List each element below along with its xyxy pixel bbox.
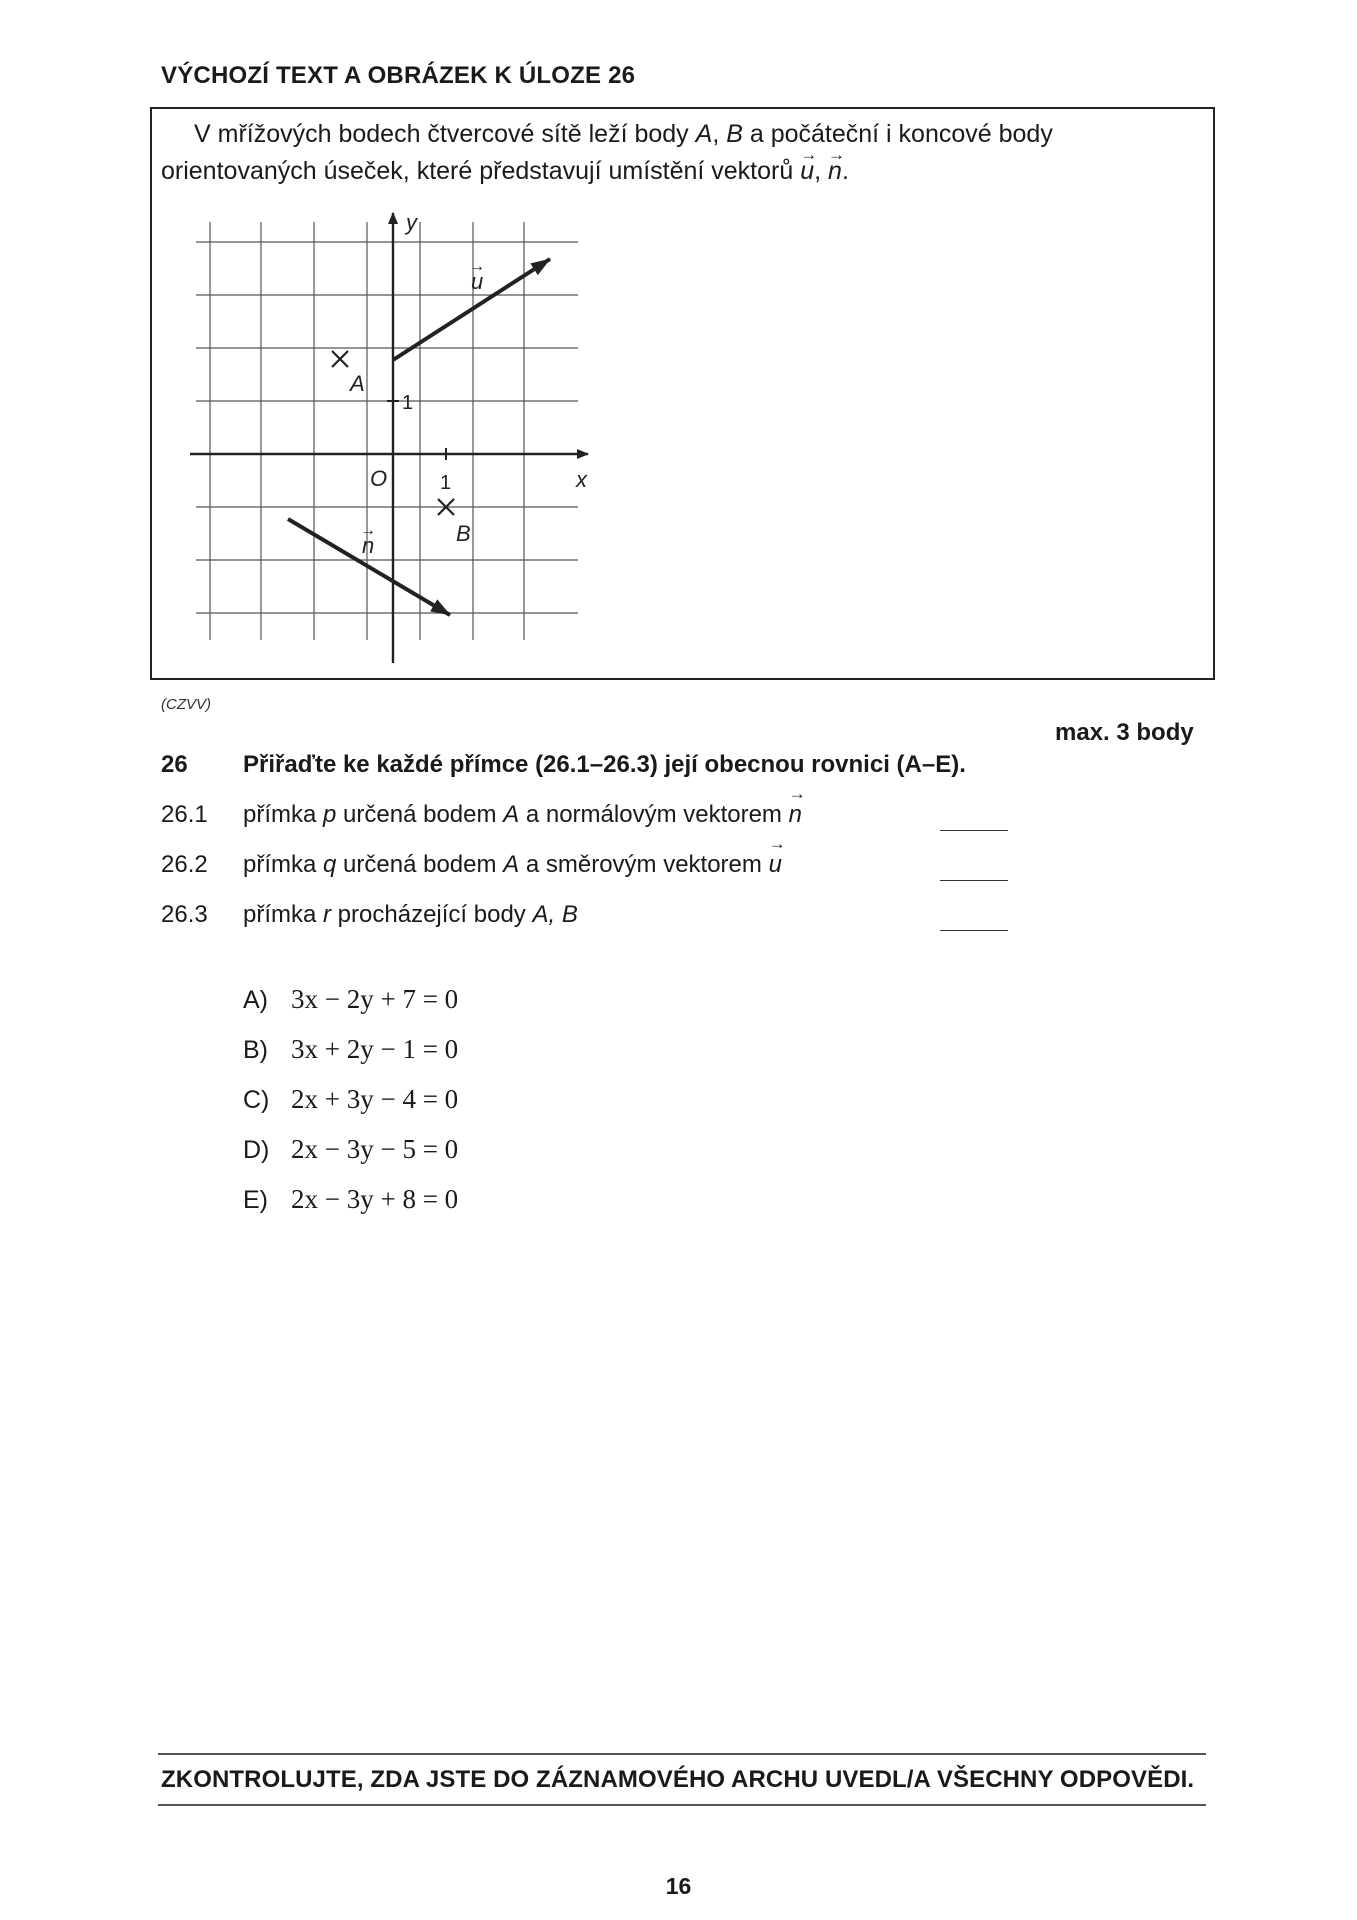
task-text: Přiřaďte ke každé přímce (26.1–26.3) její obecnou rovnici (A–E).: [243, 751, 966, 778]
item-mid: určená bodem: [336, 851, 504, 878]
item-mid: určená bodem: [336, 801, 504, 828]
coordinate-grid-figure: [180, 205, 600, 665]
intro-sep: ,: [814, 157, 829, 185]
intro-line1-a: V mřížových bodech čtvercové sítě leží body: [194, 120, 696, 148]
option: [243, 1184, 458, 1215]
vector-n-label: n: [362, 533, 375, 558]
item-mid: procházející body: [331, 901, 533, 928]
max-points: max. 3 body: [1055, 719, 1194, 746]
item-text: [243, 901, 578, 929]
item-pre: přímka: [243, 801, 324, 828]
item-pre: přímka: [243, 901, 324, 928]
item-post: a směrovým vektorem: [519, 851, 769, 878]
option-letter: B): [243, 1036, 268, 1064]
item-number: 26.2: [161, 851, 208, 878]
item-line-var: q: [323, 851, 337, 878]
option: [243, 1084, 458, 1115]
answer-blank[interactable]: [940, 930, 1008, 931]
footer-rule-bottom: [158, 1804, 1206, 1806]
item-pre: přímka: [243, 851, 324, 878]
vector-u-ref: → u: [800, 153, 814, 190]
option: [243, 984, 458, 1015]
item-point: A: [503, 851, 520, 878]
intro-text: [161, 116, 1201, 190]
page-number: 16: [665, 1873, 692, 1899]
item-line-var: p: [323, 801, 337, 828]
option-equation: 3x − 2y + 7 = 0: [291, 984, 459, 1014]
item-text: [243, 851, 782, 879]
item-line-var: r: [323, 901, 332, 928]
vector-n-arrow-glyph: →: [360, 522, 376, 539]
tick-x-label: 1: [440, 472, 452, 494]
point-b-label: B: [456, 521, 471, 546]
point-a-marker: [332, 351, 348, 367]
option-letter: A): [243, 986, 268, 1014]
intro-line1-b: a počáteční i koncové body: [742, 120, 1053, 148]
item-point: A: [503, 801, 520, 828]
answer-blank[interactable]: [940, 830, 1008, 831]
answer-blank[interactable]: [940, 880, 1008, 881]
footer-reminder: ZKONTROLUJTE, ZDA JSTE DO ZÁZNAMOVÉHO ARCHU UVEDL/A VŠECHNY ODPOVĚDI.: [161, 1766, 1195, 1793]
y-axis-label: y: [406, 210, 417, 235]
origin-label: O: [370, 466, 388, 491]
item-vector: → u: [769, 851, 782, 879]
point-b-ref: B: [726, 120, 743, 148]
vector-u-label: u: [471, 269, 484, 294]
option-equation: 2x − 3y − 5 = 0: [291, 1134, 459, 1164]
vector-u-arrow-glyph: →: [469, 258, 485, 275]
option-letter: C): [243, 1086, 270, 1114]
item-point: A, B: [532, 901, 578, 928]
option-equation: 2x − 3y + 8 = 0: [291, 1184, 459, 1214]
option: [243, 1034, 458, 1065]
intro-end: .: [841, 157, 849, 185]
option-equation: 2x + 3y − 4 = 0: [291, 1084, 459, 1114]
item-post: a normálovým vektorem: [519, 801, 789, 828]
item-vector: → n: [789, 801, 802, 829]
point-a-label: A: [350, 371, 365, 396]
item-number: 26.1: [161, 801, 208, 828]
option-letter: E): [243, 1186, 268, 1214]
vector-n-ref: → n: [828, 153, 842, 190]
option: [243, 1134, 458, 1165]
tick-y-label: 1: [402, 392, 414, 414]
source-credit: (CZVV): [161, 696, 211, 713]
footer-rule-top: [158, 1753, 1206, 1755]
option-equation: 3x + 2y − 1 = 0: [291, 1034, 459, 1064]
item-text: [243, 801, 802, 829]
x-axis-label: x: [576, 467, 587, 492]
intro-line2-a: orientovaných úseček, které představují umístění vektorů: [161, 157, 801, 185]
point-a-ref: A: [695, 120, 713, 148]
section-heading: VÝCHOZÍ TEXT A OBRÁZEK K ÚLOZE 26: [161, 62, 636, 89]
item-number: 26.3: [161, 901, 208, 928]
task-number: 26: [161, 751, 188, 778]
intro-comma: ,: [712, 120, 727, 148]
option-letter: D): [243, 1136, 270, 1164]
